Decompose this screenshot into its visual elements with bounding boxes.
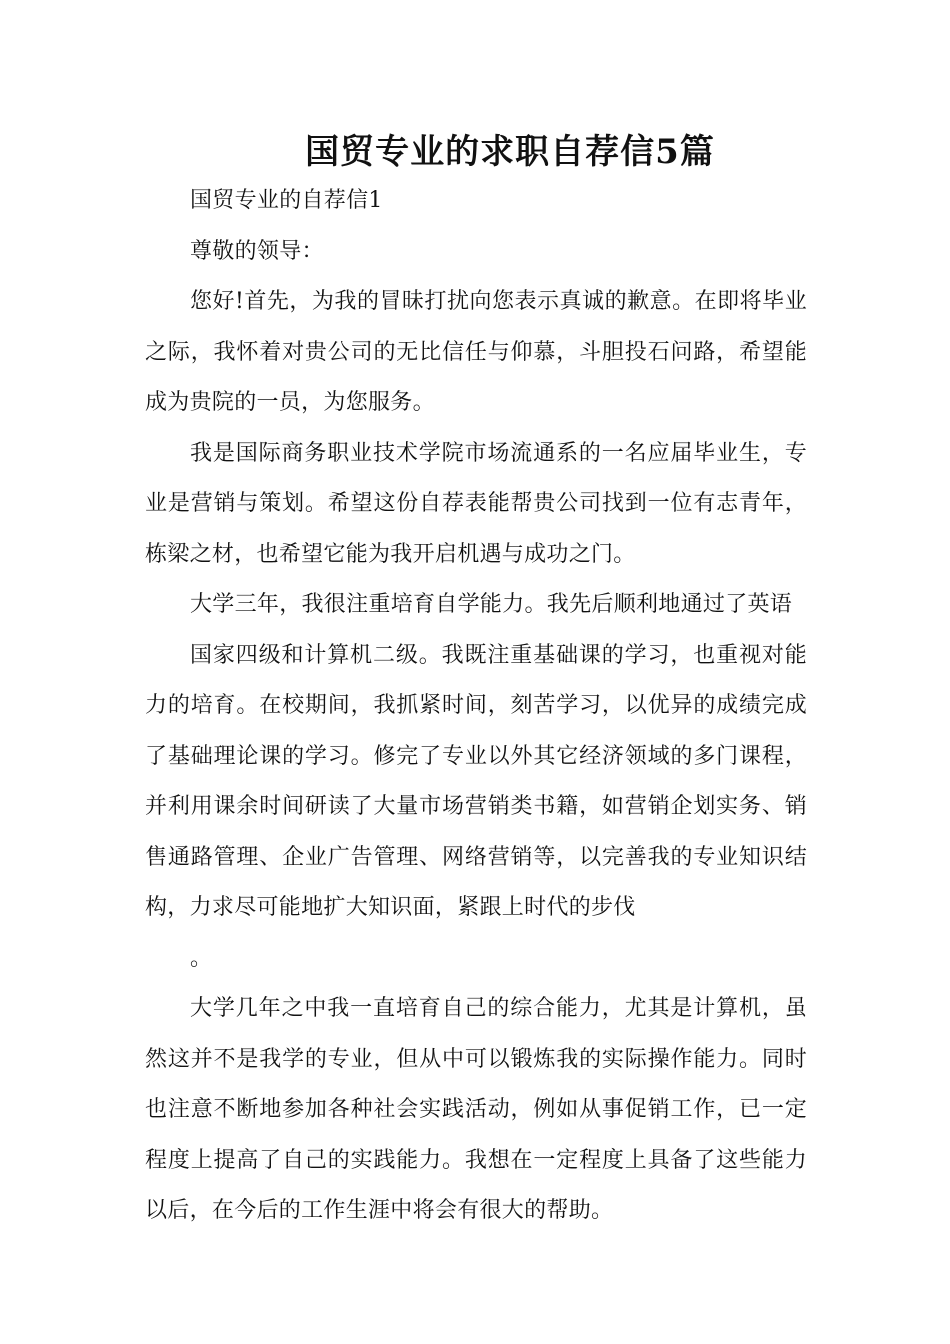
paragraph-study-details: 国家四级和计算机二级。我既注重基础课的学习，也重视对能力的培育。在校期间，我抓紧时间，刻苦学习，以优异的成绩完成了基础理论课的学习。修完了专业以外其它经济领域的多门课程，并利用课余时间研读了大量市场营销类书籍，如营销企划实务、销售通路管理、企业广告管理、网络营销等，以完善我的专业知识结构，力求尽可能地扩大知识面，紧跟上时代的步伐 [145,642,807,920]
salutation: 尊敬的领导： [190,238,324,264]
paragraph-practice: 大学几年之中我一直培育自己的综合能力，尤其是计算机，虽然这并不是我学的专业，但从中可以锻炼我的实际操作能力。同时也注意不断地参加各种社会实践活动，例如从事促销工作，已一定程度上提高了自己的实践能力。我想在一定程度上具备了这些能力以后，在今后的工作生涯中将会有很大的帮助。 [145,996,807,1223]
document-title: 国贸专业的求职自荐信5篇 [305,132,715,172]
paragraph-fragment: 。 [190,945,213,971]
section-heading: 国贸专业的自荐信1 [190,188,383,213]
document-body [145,176,807,1237]
paragraph-greeting: 您好!首先，为我的冒昧打扰向您表示真诚的歉意。在即将毕业之际，我怀着对贵公司的无比信任与仰慕，斗胆投石问路，希望能成为贵院的一员，为您服务。 [145,289,807,415]
paragraph-introduction: 我是国际商务职业技术学院市场流通系的一名应届毕业生，专业是营销与策划。希望这份自荐表能帮贵公司找到一位有志青年，栋梁之材，也希望它能为我开启机遇与成功之门。 [145,440,807,567]
paragraph-study-ability: 大学三年，我很注重培育自学能力。我先后顺利地通过了英语 [190,592,793,617]
